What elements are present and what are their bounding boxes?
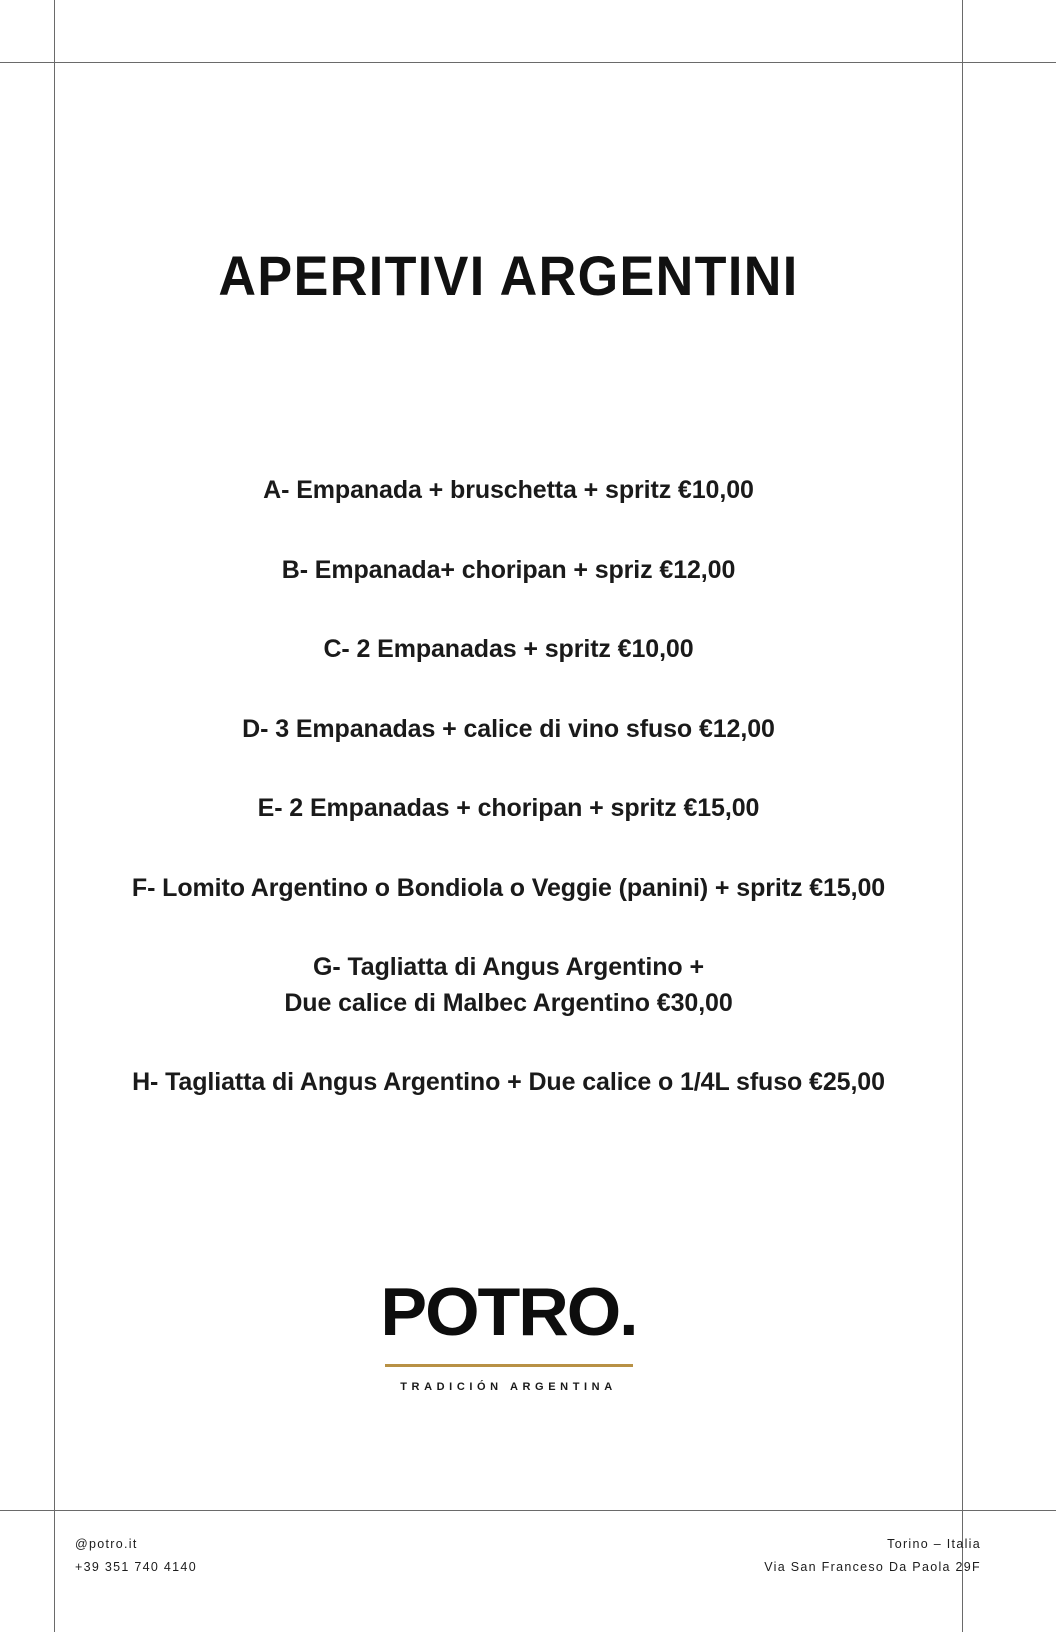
crop-mark-bottom [0,1510,1056,1511]
brand-divider [385,1364,633,1367]
menu-item-text: D- 3 Empanadas + calice di vino sfuso €12,00 [242,714,775,743]
footer-phone: +39 351 740 4140 [75,1560,197,1575]
menu-item-text: B- Empanada+ choripan + spriz €12,00 [281,555,736,584]
brand-block [55,1274,962,1393]
footer-handle: @potro.it [75,1537,138,1551]
footer-street: Via San Franceso Da Paola 29F [764,1560,981,1575]
menu-item-b [55,553,962,589]
menu-item-f [55,871,962,907]
menu-item-h [55,1065,962,1101]
potro-logo-wordmark: POTRO. [380,1274,637,1350]
menu-item-a [55,473,962,509]
menu-item-text: F- Lomito Argentino o Bondiola o Veggie (panini) + spritz €15,00 [131,873,886,902]
menu-item-text: C- 2 Empanadas + spritz €10,00 [323,635,694,663]
page-title: APERITIVI ARGENTINI [218,244,799,307]
menu-item-list [55,473,962,1101]
menu-item-g [55,950,962,1021]
menu-item-text: E- 2 Empanadas + choripan + spritz €15,00 [257,794,760,822]
menu-item-text: A- Empanada + bruschetta + spritz €10,00 [263,476,754,504]
menu-item-d [55,712,962,748]
footer-contact [75,1533,197,1579]
menu-item-text: H- Tagliatta di Angus Argentino + Due calice o 1/4L sfuso €25,00 [132,1068,885,1096]
menu-item-text: G- Tagliatta di Angus Argentino + [313,953,704,981]
crop-mark-right [962,0,963,1632]
page-footer [75,1533,981,1579]
menu-item-c [55,632,962,668]
menu-page [55,63,962,1510]
footer-address [764,1533,981,1579]
brand-tagline: TRADICIÓN ARGENTINA [400,1381,617,1393]
menu-item-text-line2: Due calice di Malbec Argentino €30,00 [284,988,733,1017]
footer-city: Torino – Italia [887,1537,981,1551]
menu-item-e [55,791,962,827]
